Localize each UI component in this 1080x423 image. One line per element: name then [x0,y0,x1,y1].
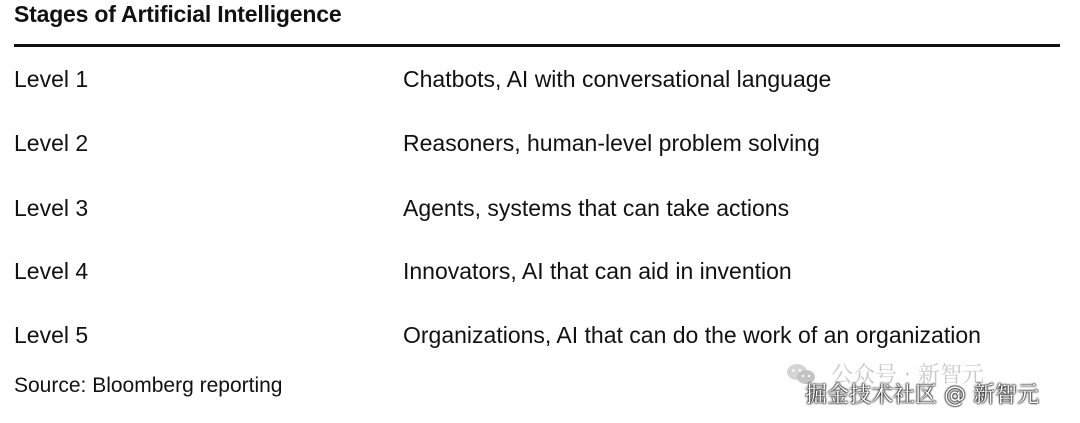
level-cell: Level 1 [14,66,89,92]
table-row [0,128,1080,158]
source-note: Source: Bloomberg reporting [14,374,283,397]
description-cell: Reasoners, human-level problem solving [403,130,820,156]
page-title: Stages of Artificial Intelligence [14,1,342,27]
description-cell: Innovators, AI that can aid in invention [403,258,792,284]
description-cell: Chatbots, AI with conversational language [403,66,832,92]
watermark-platform: 掘金技术社区 @ 新智元 [805,383,1039,408]
level-cell: Level 3 [14,195,89,221]
table-row [0,193,1080,223]
description-cell: Agents, systems that can take actions [403,195,790,221]
table-row [0,64,1080,94]
table-row [0,320,1080,350]
level-cell: Level 5 [14,322,89,348]
level-cell: Level 4 [14,258,89,284]
description-cell: Organizations, AI that can do the work of an organization [403,322,981,348]
level-cell: Level 2 [14,130,89,156]
table-row [0,256,1080,286]
watermark-account-text: 公众号 · 新智元 [831,363,984,388]
